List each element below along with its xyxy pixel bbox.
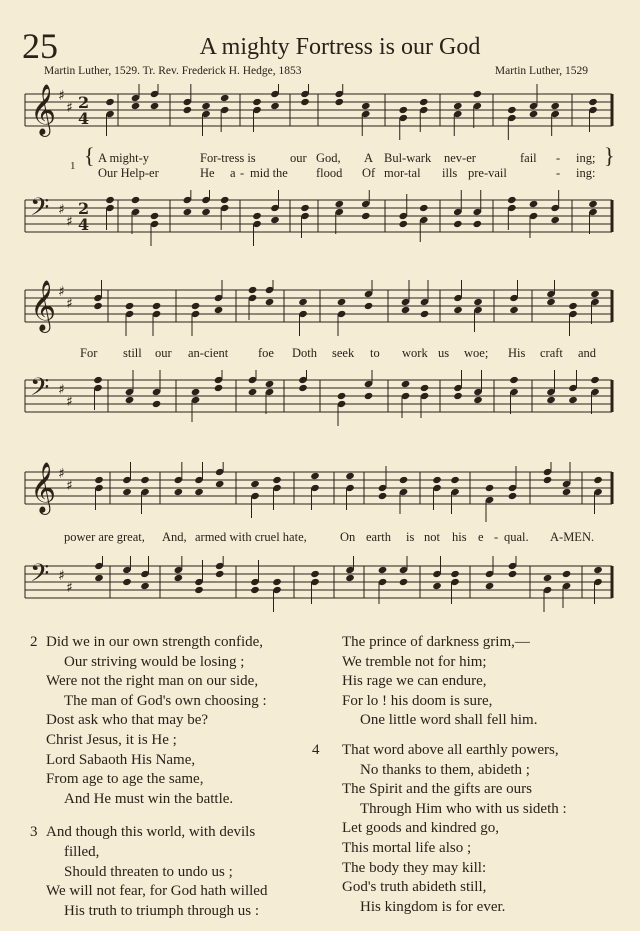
lyric-syllable: - (556, 166, 561, 180)
lyricist-credit: Martin Luther, 1529. Tr. Rev. Frederick H. Hedge, 1853 (44, 65, 302, 77)
lyric-syllable: our (155, 346, 172, 360)
lyric-syllable: For-tress is (200, 151, 256, 165)
lyric-syllable: He (200, 166, 215, 180)
sharp-icon: ♯ (58, 88, 65, 104)
sharp-icon: ♯ (66, 100, 73, 116)
lyric-syllable: For (80, 346, 98, 360)
stanza-line: God's truth abideth still, (342, 879, 487, 896)
notehead (419, 204, 429, 212)
hymn-title: A mighty Fortress is our God (199, 34, 481, 60)
lyric-syllable: A might-y (98, 151, 150, 165)
lyric-syllable: ing; (576, 151, 596, 165)
notehead (300, 98, 310, 106)
notehead (215, 480, 225, 488)
lyric-syllable: armed with cruel hate, (195, 530, 307, 544)
stanza-line: Were not the right man on our side, (46, 673, 259, 690)
sharp-icon: ♯ (58, 382, 65, 398)
sharp-icon: ♯ (66, 394, 73, 410)
stanza-number: 4 (312, 741, 320, 758)
notehead (378, 492, 388, 500)
notehead (398, 220, 408, 228)
notehead (590, 376, 600, 384)
notehead (361, 212, 371, 220)
notehead (485, 582, 495, 590)
treble-staff-2 (0, 280, 640, 340)
notehead (150, 212, 160, 220)
stanza-line: Did we in our own strength confide, (46, 634, 264, 650)
stanza-line: We tremble not for him; (342, 653, 487, 670)
notehead (298, 384, 308, 392)
lyric-syllable: His (508, 346, 526, 360)
notehead (401, 380, 411, 388)
stanza-column-left (30, 633, 330, 931)
notehead (252, 212, 262, 220)
stanza-line: His truth to triumph through us : (64, 902, 259, 919)
music-system-2 (0, 280, 640, 450)
notehead (345, 472, 355, 480)
lyric-syllable: still (123, 346, 142, 360)
notehead (361, 102, 371, 110)
notehead (298, 298, 308, 306)
notehead (543, 574, 553, 582)
lyric-syllable: qual. (504, 530, 529, 544)
sharp-icon: ♯ (58, 284, 65, 300)
treble-clef-icon: 𝄞 (30, 280, 57, 331)
lyric-syllable: our (290, 151, 307, 165)
stanza-line: Should threaten to undo us ; (64, 863, 233, 880)
lyric-syllable: to (370, 346, 380, 360)
notehead (265, 298, 275, 306)
notehead (432, 582, 442, 590)
notehead (191, 388, 201, 396)
lyric-syllable: Our Help-er (98, 166, 159, 180)
lyric-syllable: foe (258, 346, 274, 360)
lyric-syllable: ills (442, 166, 458, 180)
notehead (152, 400, 162, 408)
time-signature: 2 (78, 199, 90, 218)
stanza-line: Christ Jesus, it is He ; (46, 731, 177, 748)
lyric-syllable: earth (366, 530, 391, 544)
brace-close-icon: } (604, 143, 615, 168)
lyric-syllable: an-cient (188, 346, 229, 360)
stanza-line: The body they may kill: (342, 859, 487, 876)
stanza-number: 3 (30, 824, 38, 841)
music-system-1 (0, 84, 640, 264)
notehead (337, 298, 347, 306)
notehead (568, 302, 578, 310)
notehead (174, 574, 184, 582)
notehead (529, 200, 539, 208)
bass-staff-2 (0, 370, 640, 430)
notehead (140, 582, 150, 590)
sharp-icon: ♯ (66, 296, 73, 312)
notehead (485, 484, 495, 492)
notehead (131, 102, 141, 110)
lyric-syllable: work (402, 346, 428, 360)
notehead (105, 98, 115, 106)
notehead (94, 574, 104, 582)
bass-staff-1 (0, 190, 640, 250)
sharp-icon: ♯ (66, 580, 73, 596)
notehead (588, 98, 598, 106)
notehead (590, 290, 600, 298)
notehead (401, 306, 411, 314)
notehead (125, 302, 135, 310)
notehead (265, 380, 275, 388)
notehead (272, 476, 282, 484)
hymn-number: 25 (22, 26, 58, 66)
notehead (183, 106, 193, 114)
notehead (310, 570, 320, 578)
lyric-syllable: A (364, 151, 374, 165)
notehead (250, 586, 260, 594)
sharp-icon: ♯ (58, 202, 65, 218)
notehead (529, 110, 539, 118)
lyric-syllable: mid the (250, 166, 288, 180)
stanza-number: 2 (30, 634, 38, 650)
lyric-syllable: ing: (576, 166, 596, 180)
lyric-syllable: - (556, 151, 561, 165)
lyric-syllable: fail (520, 151, 537, 165)
lyric-syllable: A-MEN. (550, 530, 595, 544)
stanza-4 (312, 741, 626, 917)
notehead (201, 102, 211, 110)
treble-staff-3 (0, 462, 640, 522)
notehead (122, 578, 132, 586)
notehead (509, 376, 519, 384)
notehead (453, 102, 463, 110)
lyric-syllable: and (578, 346, 597, 360)
lyric-syllable: - (240, 166, 245, 180)
stanza-column-right (312, 633, 626, 927)
bass-clef-icon: 𝄢 (30, 559, 50, 594)
lyric-syllable: Of (362, 166, 376, 180)
notehead (432, 476, 442, 484)
bass-clef-icon: 𝄢 (30, 193, 50, 228)
lyric-syllable: is (406, 530, 415, 544)
stanza-3-continued (326, 633, 626, 731)
stanza-line: The prince of darkness grim,— (342, 634, 530, 650)
time-signature: 4 (78, 215, 90, 234)
notehead (194, 488, 204, 496)
notehead (550, 102, 560, 110)
stanza-line: The Spirit and the gifts are ours (342, 781, 532, 798)
notehead (334, 98, 344, 106)
sharp-icon: ♯ (66, 478, 73, 494)
notehead (420, 384, 430, 392)
treble-clef-icon: 𝄞 (30, 462, 57, 513)
stanza-line: One little word shall fell him. (360, 712, 538, 729)
stanza-line: This mortal life also ; (342, 839, 472, 856)
lyric-syllable: woe; (464, 346, 489, 360)
notehead (252, 98, 262, 106)
notehead (509, 306, 519, 314)
treble-staff-1 (0, 84, 640, 144)
notehead (183, 208, 193, 216)
notehead (568, 396, 578, 404)
notehead (270, 102, 280, 110)
notehead (93, 302, 103, 310)
sharp-icon: ♯ (66, 214, 73, 230)
stanza-line: His rage we can endure, (342, 673, 487, 690)
stanza-line: And He must win the battle. (64, 790, 234, 807)
composer-credit: Martin Luther, 1529 (494, 65, 588, 77)
lyric-syllable: e (478, 530, 484, 544)
notehead (220, 196, 230, 204)
notehead (248, 286, 258, 294)
notehead (473, 396, 483, 404)
lyric-syllable: craft (540, 346, 563, 360)
notehead (270, 216, 280, 224)
lyric-syllable: flood (316, 166, 343, 180)
notehead (453, 220, 463, 228)
notehead (453, 392, 463, 400)
notehead (507, 106, 517, 114)
notehead (546, 396, 556, 404)
notehead (140, 476, 150, 484)
notehead (593, 566, 603, 574)
notehead (562, 488, 572, 496)
time-signature: 4 (78, 109, 90, 128)
lyric-syllable: God, (316, 151, 341, 165)
bass-staff-3 (0, 556, 640, 616)
stanzas (0, 633, 640, 919)
notehead (420, 310, 430, 318)
notehead (250, 480, 260, 488)
notehead (300, 204, 310, 212)
sharp-icon: ♯ (58, 466, 65, 482)
notehead (593, 476, 603, 484)
verse-number: 1 (70, 160, 76, 172)
treble-clef-icon: 𝄞 (30, 84, 57, 135)
stanza-line: His kingdom is for ever. (360, 898, 506, 915)
notehead (345, 574, 355, 582)
lyric-syllable: - (494, 530, 499, 544)
notehead (201, 208, 211, 216)
time-signature: 2 (78, 93, 90, 112)
lyric-syllable: On (340, 530, 356, 544)
notehead (93, 376, 103, 384)
notehead (546, 298, 556, 306)
notehead (399, 578, 409, 586)
stanza-line: From age to age the same, (46, 771, 204, 788)
notehead (150, 102, 160, 110)
lyric-syllable: seek (332, 346, 355, 360)
lyric-syllable: us (438, 346, 450, 360)
notehead (214, 384, 224, 392)
notehead (473, 298, 483, 306)
notehead (152, 302, 162, 310)
stanza-line: Our striving would be losing ; (64, 653, 245, 670)
stanza-line: Through Him who with us sideth : (360, 800, 567, 817)
notehead (550, 216, 560, 224)
notehead (364, 302, 374, 310)
notehead (453, 306, 463, 314)
notehead (334, 200, 344, 208)
notehead (220, 94, 230, 102)
notehead (191, 302, 201, 310)
stanza-line: For lo ! his doom is sure, (342, 692, 493, 709)
notehead (450, 570, 460, 578)
lyric-syllable: And, (162, 530, 187, 544)
stanza-line: Dost ask who that may be? (46, 712, 209, 729)
bass-clef-icon: 𝄢 (30, 373, 50, 408)
stanza-3 (30, 823, 330, 921)
lyric-syllable: his (452, 530, 467, 544)
lyric-syllable: Bul-wark (384, 151, 432, 165)
stanza-line: We will not fear, for God hath willed (46, 883, 268, 900)
sharp-icon: ♯ (58, 568, 65, 584)
notehead (508, 492, 518, 500)
notehead (398, 106, 408, 114)
notehead (588, 200, 598, 208)
brace-open-icon: { (84, 143, 95, 168)
notehead (94, 476, 104, 484)
notehead (472, 90, 482, 98)
notehead (508, 570, 518, 578)
notehead (272, 578, 282, 586)
lyric-syllable: pre-vail (468, 166, 507, 180)
notehead (310, 472, 320, 480)
notehead (337, 392, 347, 400)
notehead (419, 98, 429, 106)
stanza-line: No thanks to them, abideth ; (360, 761, 530, 778)
notehead (562, 570, 572, 578)
music-system-3 (0, 462, 640, 632)
notehead (248, 388, 258, 396)
lyric-syllable: mor-tal (384, 166, 421, 180)
notehead (122, 488, 132, 496)
notehead (543, 476, 553, 484)
stanza-line: Lord Sabaoth His Name, (46, 751, 196, 768)
notehead (507, 196, 517, 204)
notehead (214, 306, 224, 314)
notehead (364, 392, 374, 400)
stanza-line: Let goods and kindred go, (342, 820, 500, 837)
notehead (105, 196, 115, 204)
stanza-line: And though this world, with devils (46, 824, 256, 841)
notehead (215, 570, 225, 578)
stanza-line: That word above all earthly powers, (342, 741, 559, 758)
notehead (194, 586, 204, 594)
notehead (378, 566, 388, 574)
lyric-syllable: Doth (292, 346, 317, 360)
notehead (472, 220, 482, 228)
notehead (450, 476, 460, 484)
notehead (131, 196, 141, 204)
notehead (399, 476, 409, 484)
lyric-syllable: not (424, 530, 440, 544)
notehead (174, 488, 184, 496)
lyric-syllable: a (230, 166, 236, 180)
stanza-line: filled, (64, 843, 100, 860)
lyric-syllable: nev-er (444, 151, 476, 165)
notehead (125, 396, 135, 404)
stanza-line: The man of God's own choosing : (64, 692, 267, 709)
stanza-2 (30, 633, 330, 809)
lyric-syllable: power are great, (64, 530, 145, 544)
